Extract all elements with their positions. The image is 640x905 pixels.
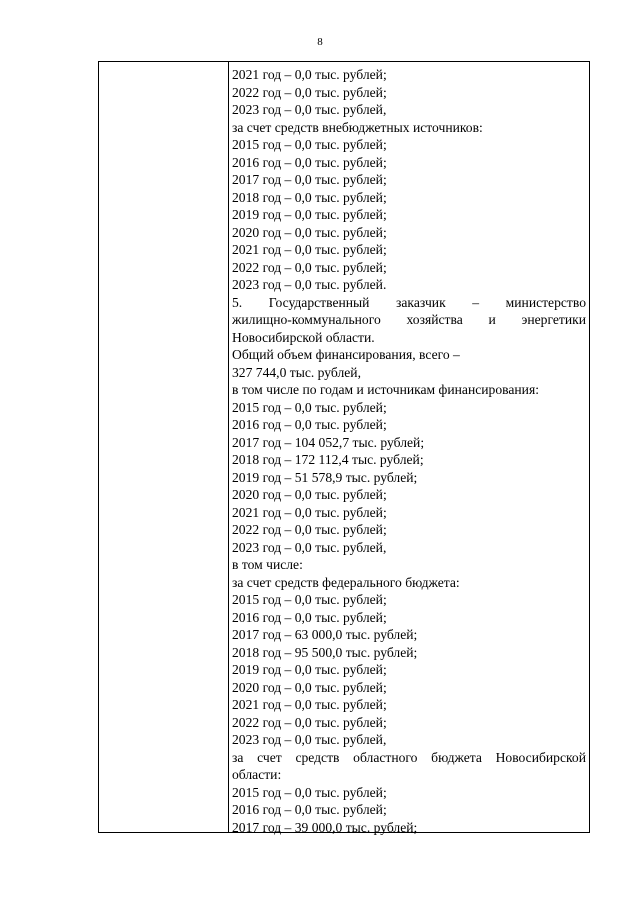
text-line: жилищно-коммунального хозяйства и энергетики bbox=[232, 312, 586, 327]
text-line: за счет средств областного бюджета Новосибирской bbox=[232, 749, 586, 765]
text-line: 2018 год – 172 112,4 тыс. рублей; bbox=[232, 452, 424, 467]
text-line: 5. Государственный заказчик – министерство bbox=[232, 294, 586, 310]
text-line: 2019 год – 0,0 тыс. рублей; bbox=[232, 662, 387, 677]
text-line: 2016 год – 0,0 тыс. рублей; bbox=[232, 417, 387, 432]
text-line: Общий объем финансирования, всего – bbox=[232, 347, 460, 362]
text-line: 2016 год – 0,0 тыс. рублей; bbox=[232, 802, 387, 817]
text-line: Новосибирской области. bbox=[232, 329, 375, 345]
text-line: 2021 год – 0,0 тыс. рублей; bbox=[232, 697, 387, 712]
text-line: 327 744,0 тыс. рублей, bbox=[232, 364, 361, 380]
text-line: за счет средств федерального бюджета: bbox=[232, 574, 460, 590]
text-line: 2016 год – 0,0 тыс. рублей; bbox=[232, 609, 387, 625]
text-line: 2020 год – 0,0 тыс. рублей; bbox=[232, 679, 387, 695]
text-line: 2023 год – 0,0 тыс. рублей, bbox=[232, 102, 387, 117]
text-line: 2015 год – 0,0 тыс. рублей; bbox=[232, 137, 387, 152]
column-divider bbox=[228, 61, 229, 833]
text-line: 2019 год – 51 578,9 тыс. рублей; bbox=[232, 469, 418, 485]
text-line: области: bbox=[232, 767, 282, 782]
text-line: 2017 год – 104 052,7 тыс. рублей; bbox=[232, 434, 425, 450]
text-line: 2022 год – 0,0 тыс. рублей; bbox=[232, 259, 387, 275]
text-line: 2021 год – 0,0 тыс. рублей; bbox=[232, 242, 387, 257]
text-line: 2015 год – 0,0 тыс. рублей; bbox=[232, 784, 387, 800]
text-line: 2022 год – 0,0 тыс. рублей; bbox=[232, 714, 387, 730]
table-cell-content bbox=[232, 66, 586, 836]
text-line: 2022 год – 0,0 тыс. рублей; bbox=[232, 84, 387, 100]
text-line: 2021 год – 0,0 тыс. рублей; bbox=[232, 67, 387, 82]
text-line: 2018 год – 0,0 тыс. рублей; bbox=[232, 189, 387, 205]
text-line: 2021 год – 0,0 тыс. рублей; bbox=[232, 504, 387, 520]
text-line: 2023 год – 0,0 тыс. рублей, bbox=[232, 732, 387, 747]
text-line: 2016 год – 0,0 тыс. рублей; bbox=[232, 154, 387, 170]
text-line: за счет средств внебюджетных источников: bbox=[232, 119, 483, 135]
text-line: 2023 год – 0,0 тыс. рублей, bbox=[232, 539, 387, 555]
text-line: 2018 год – 95 500,0 тыс. рублей; bbox=[232, 644, 418, 660]
text-line: 2015 год – 0,0 тыс. рублей; bbox=[232, 399, 387, 415]
text-line: 2017 год – 0,0 тыс. рублей; bbox=[232, 172, 387, 187]
text-line: в том числе по годам и источникам финансирования: bbox=[232, 382, 539, 397]
text-line: 2015 год – 0,0 тыс. рублей; bbox=[232, 592, 387, 607]
text-line: 2019 год – 0,0 тыс. рублей; bbox=[232, 207, 387, 222]
page-number: 8 bbox=[317, 36, 323, 48]
text-line: 2017 год – 39 000,0 тыс. рублей; bbox=[232, 819, 418, 835]
text-line: 2023 год – 0,0 тыс. рублей. bbox=[232, 277, 387, 292]
text-line: 2017 год – 63 000,0 тыс. рублей; bbox=[232, 627, 418, 642]
text-line: 2020 год – 0,0 тыс. рублей; bbox=[232, 487, 387, 502]
text-line: в том числе: bbox=[232, 557, 303, 572]
text-line: 2020 год – 0,0 тыс. рублей; bbox=[232, 224, 387, 240]
text-line: 2022 год – 0,0 тыс. рублей; bbox=[232, 522, 387, 537]
